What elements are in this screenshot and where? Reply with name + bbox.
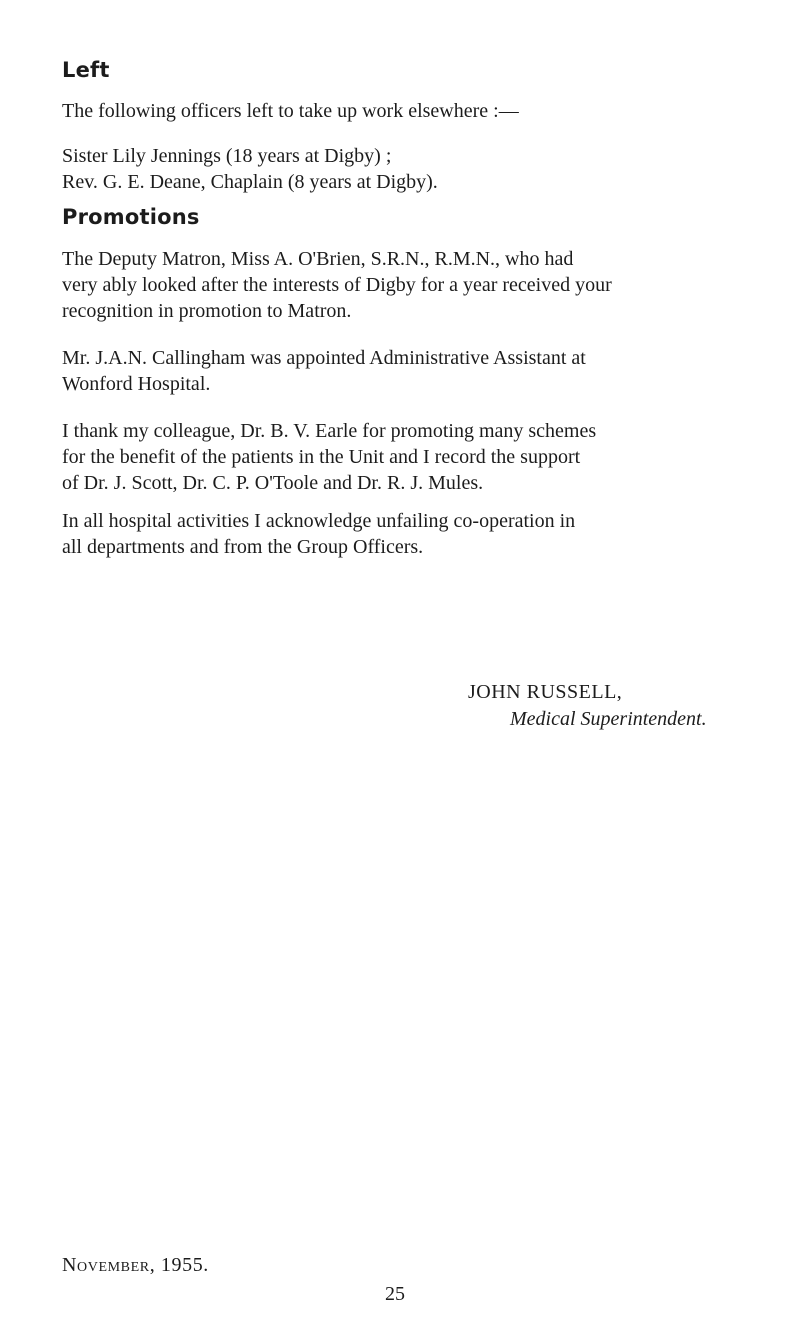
text-line: recognition in promotion to Matron. — [62, 300, 352, 322]
section-heading-left: Left — [62, 58, 110, 82]
signature-name: JOHN RUSSELL, — [468, 681, 623, 703]
text-line: In all hospital activities I acknowledge unfailing co-operation in — [62, 510, 576, 532]
signature-title: Medical Superintendent. — [510, 708, 707, 730]
departed-officers-list — [62, 143, 762, 195]
page-number: 25 — [385, 1283, 405, 1305]
text-line: very ably looked after the interests of Digby for a year received your — [62, 274, 612, 296]
cooperation-paragraph — [62, 508, 762, 560]
text-line: I thank my colleague, Dr. B. V. Earle for promoting many schemes — [62, 420, 597, 442]
officer-entry: Sister Lily Jennings (18 years at Digby) ; — [62, 145, 392, 167]
officer-entry: Rev. G. E. Deane, Chaplain (8 years at Digby). — [62, 171, 438, 193]
promotion-matron-paragraph — [62, 246, 762, 324]
text-line: Mr. J.A.N. Callingham was appointed Administrative Assistant at — [62, 347, 586, 369]
section-heading-promotions: Promotions — [62, 205, 200, 229]
thanks-paragraph — [62, 418, 762, 496]
text-line: for the benefit of the patients in the Unit and I record the support — [62, 446, 581, 468]
report-date: November, 1955. — [62, 1254, 209, 1276]
promotion-assistant-paragraph — [62, 345, 762, 397]
text-line: all departments and from the Group Officers. — [62, 536, 424, 558]
text-line: of Dr. J. Scott, Dr. C. P. O'Toole and Dr. R. J. Mules. — [62, 472, 484, 494]
text-line: Wonford Hospital. — [62, 373, 211, 395]
text-line: The Deputy Matron, Miss A. O'Brien, S.R.N., R.M.N., who had — [62, 248, 574, 270]
left-intro — [62, 98, 762, 124]
text-line: The following officers left to take up work elsewhere :— — [62, 100, 519, 122]
